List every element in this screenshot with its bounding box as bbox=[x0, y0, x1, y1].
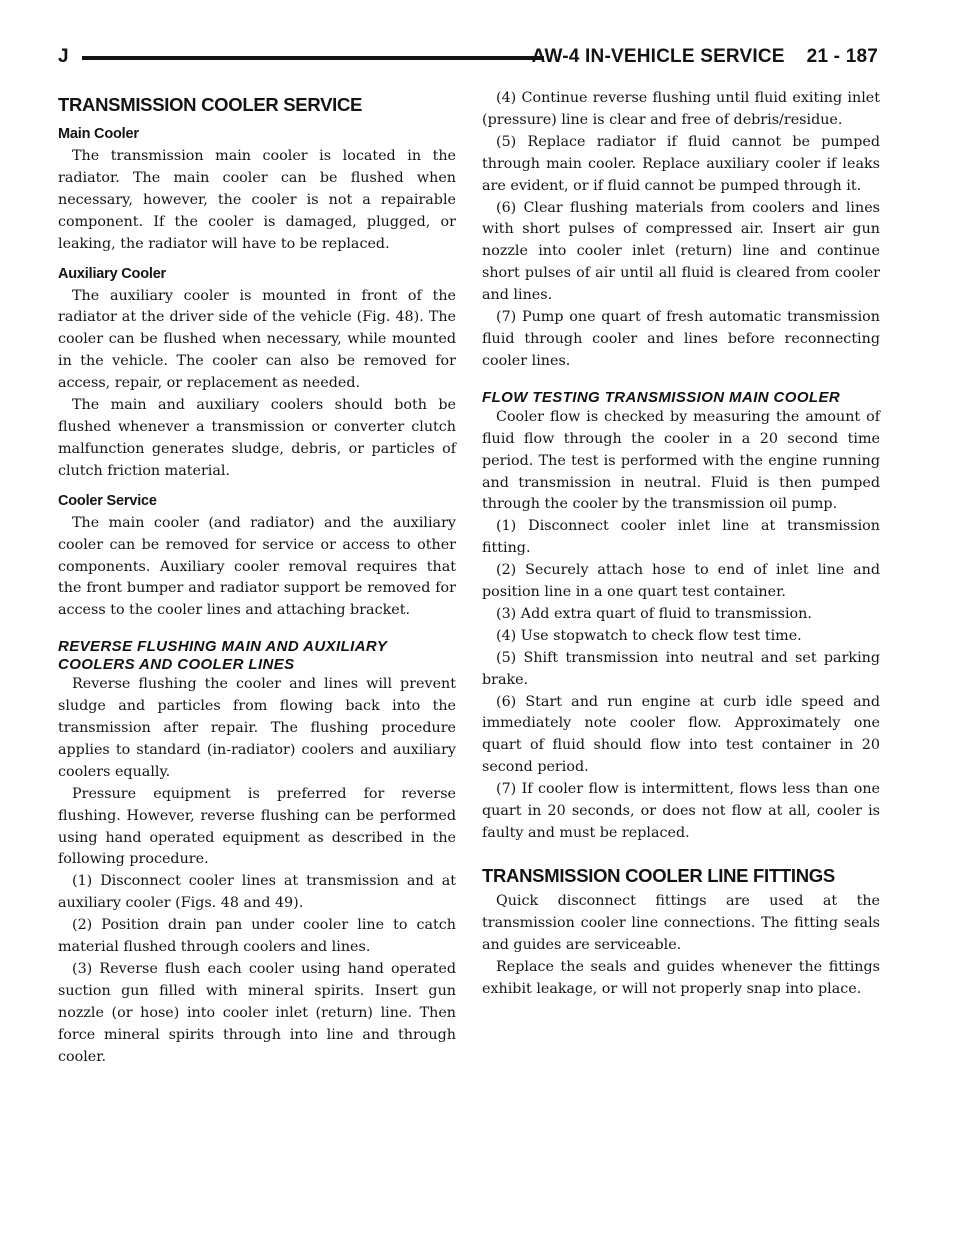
heading-flow-testing: FLOW TESTING TRANSMISSION MAIN COOLER bbox=[482, 388, 841, 406]
procedure-step: (4) Use stopwatch to check flow test time. bbox=[496, 627, 802, 644]
section-title-line-fittings: TRANSMISSION COOLER LINE FITTINGS bbox=[482, 864, 835, 886]
paragraph: Replace the seals and guides whenever the fittings exhibit leakage, or will not properly snap into place. bbox=[482, 958, 880, 997]
procedure-step: (4) Continue reverse flushing until fluid exiting inlet (pressure) line is clear and free of debris/residue. bbox=[482, 90, 880, 128]
header-page-number: 21 - 187 bbox=[806, 46, 878, 67]
page-header bbox=[58, 44, 878, 74]
procedure-step: (2) Securely attach hose to end of inlet line and position line in a one quart test container. bbox=[482, 562, 880, 601]
paragraph: The main and auxiliary coolers should both be flushed whenever a transmission or converter clutch malfunction generates sludge, debris, or particles of clutch friction material. bbox=[58, 397, 456, 479]
procedure-step: (5) Shift transmission into neutral and set parking brake. bbox=[482, 649, 880, 688]
paragraph: Quick disconnect fittings are used at the transmission cooler line connections. The fitting seals and guides are serviceable. bbox=[482, 892, 880, 953]
procedure-step: (7) Pump one quart of fresh automatic transmission fluid through cooler and lines before reconnecting cooler lines. bbox=[482, 309, 880, 369]
paragraph: Cooler flow is checked by measuring the amount of fluid flow through the cooler in a 20 second time period. The test is performed with the engine running and transmission in neutral. Fluid is then pumped through the cooler by the transmission oil pump. bbox=[482, 408, 880, 513]
header-title bbox=[532, 46, 878, 68]
procedure-step: (5) Replace radiator if fluid cannot be pumped through main cooler. Replace auxiliary cooler if leaks are evident, or if fluid cannot be pumped through it. bbox=[482, 133, 880, 194]
header-rule bbox=[82, 56, 544, 60]
right-column bbox=[482, 88, 880, 1000]
subheading-cooler-service: Cooler Service bbox=[58, 492, 157, 509]
procedure-step: (6) Clear flushing materials from coolers and lines with short pulses of compressed air. Insert air gun nozzle into cooler inlet (return) line and continue short pulses of air until all fluid is cleared from cooler and lines. bbox=[482, 199, 880, 304]
paragraph: The transmission main cooler is located in the radiator. The main cooler can be flushed when necessary, however, the cooler is not a repairable component. If the cooler is damaged, plugged, or leaking, the radiator will have to be replaced. bbox=[58, 148, 456, 252]
procedure-step: (6) Start and run engine at curb idle speed and immediately note cooler flow. Approximately one quart of fluid should flow into test container in 20 second period. bbox=[482, 693, 880, 776]
left-column bbox=[58, 88, 456, 1069]
procedure-step: (7) If cooler flow is intermittent, flows less than one quart in 20 seconds, or does not flow at all, cooler is faulty and must be replaced. bbox=[482, 781, 880, 841]
procedure-step: (3) Reverse flush each cooler using hand operated suction gun filled with mineral spirits. Insert gun nozzle (or hose) into cooler inlet (return) line. Then force mineral spirits through into line and through cooler. bbox=[58, 961, 456, 1065]
header-section: AW-4 IN-VEHICLE SERVICE bbox=[531, 46, 785, 67]
section-title-cooler-service: TRANSMISSION COOLER SERVICE bbox=[58, 94, 363, 115]
paragraph: The auxiliary cooler is mounted in front of the radiator at the driver side of the vehicle (Fig. 48). The cooler can be flushed when necessary, while mounted in the vehicle. The cooler can also be removed for access, repair, or replacement as needed. bbox=[58, 287, 456, 392]
paragraph: The main cooler (and radiator) and the auxiliary cooler can be removed for service or access to other components. Auxiliary cooler removal requires that the front bumper and radiator support be removed for access to the cooler lines and attaching bracket. bbox=[58, 514, 456, 619]
paragraph: Reverse flushing the cooler and lines will prevent sludge and particles from flowing back into the transmission after repair. The flushing procedure applies to standard (in-radiator) coolers and auxiliary coolers equally. bbox=[58, 676, 456, 780]
header-letter: J bbox=[58, 46, 69, 67]
subheading-main-cooler: Main Cooler bbox=[58, 126, 139, 142]
procedure-step: (2) Position drain pan under cooler line to catch material flushed through coolers and lines. bbox=[58, 917, 456, 956]
procedure-step: (3) Add extra quart of fluid to transmission. bbox=[496, 605, 812, 622]
procedure-step: (1) Disconnect cooler inlet line at transmission fitting. bbox=[482, 518, 880, 557]
procedure-step: (1) Disconnect cooler lines at transmission and at auxiliary cooler (Figs. 48 and 49). bbox=[58, 873, 456, 912]
paragraph: Pressure equipment is preferred for reverse flushing. However, reverse flushing can be performed using hand operated equipment as described in the following procedure. bbox=[58, 785, 456, 868]
heading-reverse-flushing: REVERSE FLUSHING MAIN AND AUXILIARY COOLERS AND COOLER LINES bbox=[58, 638, 388, 674]
subheading-auxiliary-cooler: Auxiliary Cooler bbox=[58, 265, 166, 282]
